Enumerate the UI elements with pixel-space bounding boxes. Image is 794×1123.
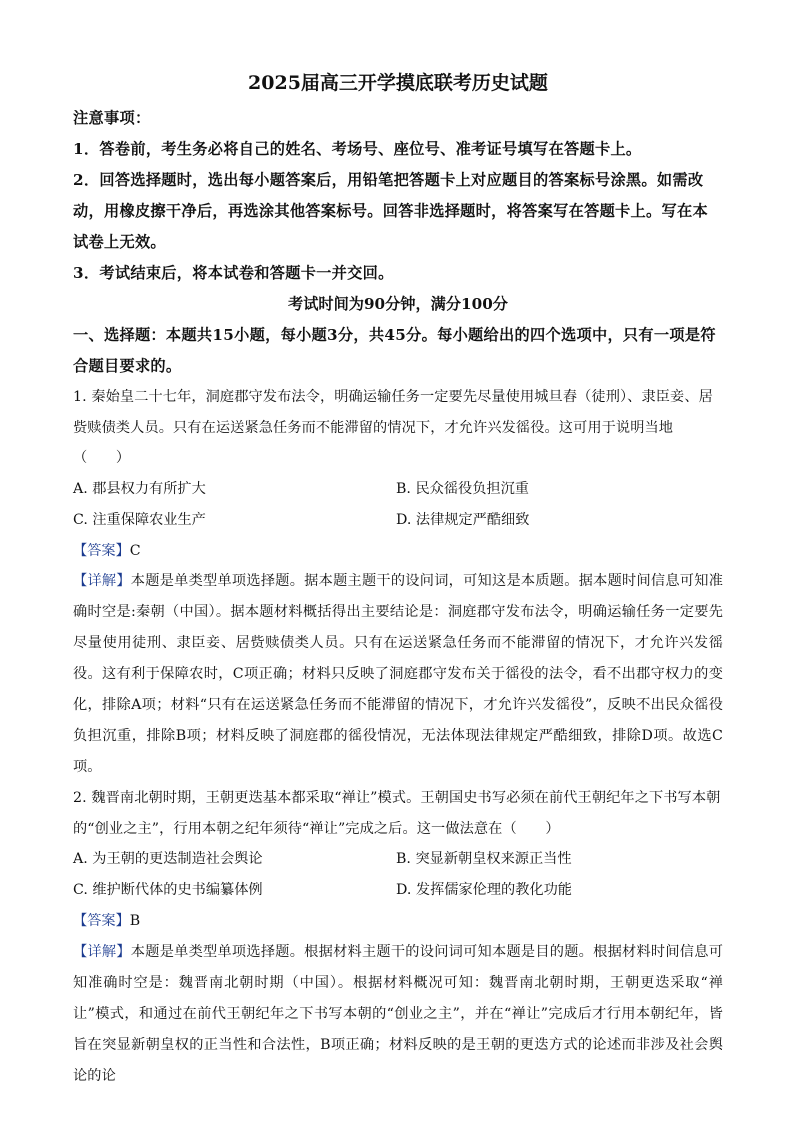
page-title: 2025届高三开学摸底联考历史试题 [248,72,548,94]
question-1-option-d: D. 法律规定严酷细致 [396,511,530,528]
detail-text: 本题是单类型单项选择题。根据材料主题干的设问词可知本题是目的题。根据材料时间信息可知准确时空是：魏晋南北朝时期（中国）。根据材料概况可知：魏晋南北朝时期，王朝更迭采取“禅让”模式，和通过在前代王朝纪年之下书写本朝的“创业之主”，并在“禅让”完成后才行用本朝纪年，皆旨在突显新朝皇权的正当性和合法性，B项正确；材料反映的是王朝的更迭方式的论述而非涉及社会舆论的论 [73,943,723,1084]
question-2-stem: 2. 魏晋南北朝时期，王朝更迭基本都采取“禅让”模式。王朝国史书写必须在前代王朝纪年之下书写本朝的“创业之主”，行用本朝之纪年须待“禅让”完成之后。这一做法意在（ ） [73,790,721,837]
exam-page [73,66,723,1092]
answer-tag: 【答案】 [73,542,130,559]
question-2-answer [73,906,723,937]
question-2-option-c: C. 维护断代体的史书编纂体例 [73,882,263,898]
notice-item-1: 1．答卷前，考生务必将自己的姓名、考场号、座位号、准考证号填写在答题卡上。 [73,140,642,158]
answer-value: B [129,913,141,929]
detail-text: 本题是单类型单项选择题。据本题主题干的设问词，可知这是本质题。据本题时间信息可知准确时空是:秦朝（中国）。据本题材料概括得出主要结论是：洞庭郡守发布法令，明确运输任务一定要先尽量使用徒刑、隶臣妾、居赀赎债类人员。只有在运送紧急任务而不能滞留的情况下，才允许兴发徭役。这有利于保障农时，C项正确；材料只反映了洞庭郡守发布关于徭役的法令，看不出郡守权力的变化，排除A项；材料“只有在运送紧急任务而不能滞留的情况下，才允许兴发徭役”，反映不出民众徭役负担沉重，排除B项；材料反映了洞庭郡的徭役情况，无法体现法律规定严酷细致，排除D项。故选C项。 [73,573,723,775]
notice-heading: 注意事项： [73,109,151,127]
answer-value: C [129,542,141,559]
question-2-detail [73,937,723,1092]
notice-item-2: 2．回答选择题时，选出每小题答案后，用铅笔把答题卡上对应题目的答案标号涂黑。如需改动，用橡皮擦干净后，再选涂其他答案标号。回答非选择题时，将答案写在答题卡上。写在本试卷上无效。 [73,171,708,251]
question-1-option-c: C. 注重保障农业生产 [73,511,206,528]
question-1-option-b: B. 民众徭役负担沉重 [396,480,529,497]
question-1-option-a: A. 郡县权力有所扩大 [73,480,206,497]
section-heading: 一、选择题：本题共15小题，每小题3分，共45分。每小题给出的四个选项中，只有一项是符合题目要求的。 [73,326,716,375]
question-2-options [73,844,723,906]
question-1-detail [73,566,723,783]
question-1-stem: 1. 秦始皇二十七年，洞庭郡守发布法令，明确运输任务一定要先尽量使用城旦舂（徒刑）、隶臣妾、居赀赎债类人员。只有在运送紧急任务而不能滞留的情况下，才允许兴发徭役。这可用于说明当地（ ） [73,389,713,466]
detail-tag: 【详解】 [73,943,131,960]
question-2-option-d: D. 发挥儒家伦理的教化功能 [396,882,572,898]
question-1-options [73,474,723,536]
notice-item-3: 3．考试结束后，将本试卷和答题卡一并交回。 [73,264,394,282]
question-2-option-a: A. 为王朝的更迭制造社会舆论 [73,851,263,867]
question-1-answer [73,536,723,567]
exam-info: 考试时间为90分钟，满分100分 [288,295,508,313]
detail-tag: 【详解】 [73,573,131,589]
answer-tag: 【答案】 [73,913,130,929]
question-2-option-b: B. 突显新朝皇权来源正当性 [396,851,572,867]
